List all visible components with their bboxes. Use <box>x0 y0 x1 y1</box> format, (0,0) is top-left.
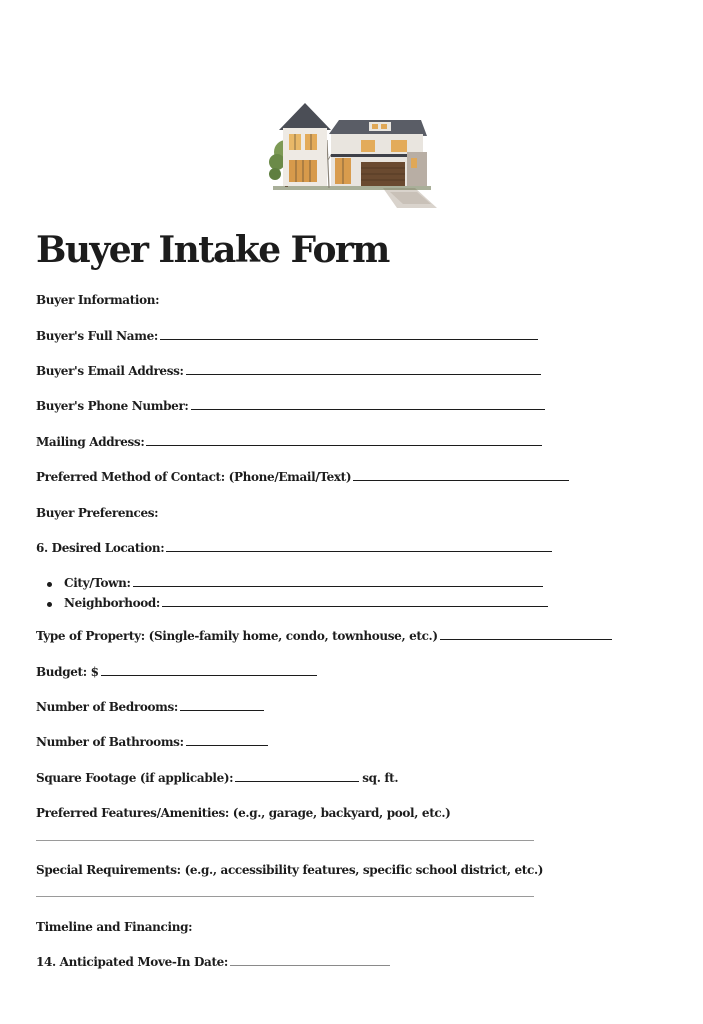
field-features: Preferred Features/Amenities: (e.g., garage, backyard, pool, etc.) <box>36 806 451 820</box>
city-town-blank[interactable] <box>133 575 543 587</box>
field-contact-method <box>36 469 569 485</box>
field-label: Buyer's Phone Number: <box>36 399 189 413</box>
field-label: 14. Anticipated Move-In Date: <box>36 955 228 969</box>
square-footage-unit: sq. ft. <box>362 771 399 785</box>
field-square-footage <box>36 770 398 786</box>
bedrooms-blank[interactable] <box>180 699 264 711</box>
field-full-name <box>36 328 538 344</box>
field-desired-location <box>36 540 552 556</box>
full-name-blank[interactable] <box>160 328 538 340</box>
field-label: Number of Bathrooms: <box>36 735 184 749</box>
field-label: Neighborhood: <box>64 596 160 610</box>
move-in-date-blank[interactable] <box>230 954 390 966</box>
email-blank[interactable] <box>186 363 541 375</box>
field-bedrooms <box>36 699 264 715</box>
field-label: 6. Desired Location: <box>36 541 165 555</box>
field-property-type <box>36 628 612 644</box>
page-title: Buyer Intake Form <box>36 229 389 271</box>
field-label: City/Town: <box>64 576 131 590</box>
field-email <box>36 363 541 379</box>
desired-location-blank[interactable] <box>166 540 552 552</box>
mailing-address-blank[interactable] <box>146 434 542 446</box>
property-type-blank[interactable] <box>440 628 612 640</box>
field-budget <box>36 664 317 680</box>
field-move-in-date <box>36 954 390 970</box>
bathrooms-blank[interactable] <box>186 734 268 746</box>
special-requirements-answer-line[interactable] <box>36 896 534 897</box>
field-label: Buyer's Email Address: <box>36 364 184 378</box>
field-label: Preferred Method of Contact: (Phone/Email/Text) <box>36 470 352 484</box>
field-label: Square Footage (if applicable): <box>36 771 234 785</box>
square-footage-blank[interactable] <box>235 770 359 782</box>
budget-blank[interactable] <box>101 664 317 676</box>
features-answer-line[interactable] <box>36 840 534 841</box>
field-label: Budget: $ <box>36 665 99 679</box>
field-label: Mailing Address: <box>36 435 145 449</box>
house-image <box>265 100 440 212</box>
field-label: Type of Property: (Single-family home, condo, townhouse, etc.) <box>36 629 438 643</box>
field-neighborhood <box>64 595 548 611</box>
section-heading-buyer-information: Buyer Information: <box>36 293 160 307</box>
phone-blank[interactable] <box>191 398 545 410</box>
contact-method-blank[interactable] <box>353 469 569 481</box>
field-bathrooms <box>36 734 268 750</box>
field-special-requirements: Special Requirements: (e.g., accessibility features, specific school district, etc.) <box>36 863 544 877</box>
bullet-icon <box>47 602 52 607</box>
field-phone <box>36 398 545 414</box>
neighborhood-blank[interactable] <box>162 595 548 607</box>
section-heading-timeline-financing: Timeline and Financing: <box>36 920 193 934</box>
bullet-icon <box>47 582 52 587</box>
field-mailing-address <box>36 434 542 450</box>
field-city-town <box>64 575 543 591</box>
field-label: Buyer's Full Name: <box>36 329 158 343</box>
section-heading-buyer-preferences: Buyer Preferences: <box>36 506 159 520</box>
field-label: Number of Bedrooms: <box>36 700 178 714</box>
